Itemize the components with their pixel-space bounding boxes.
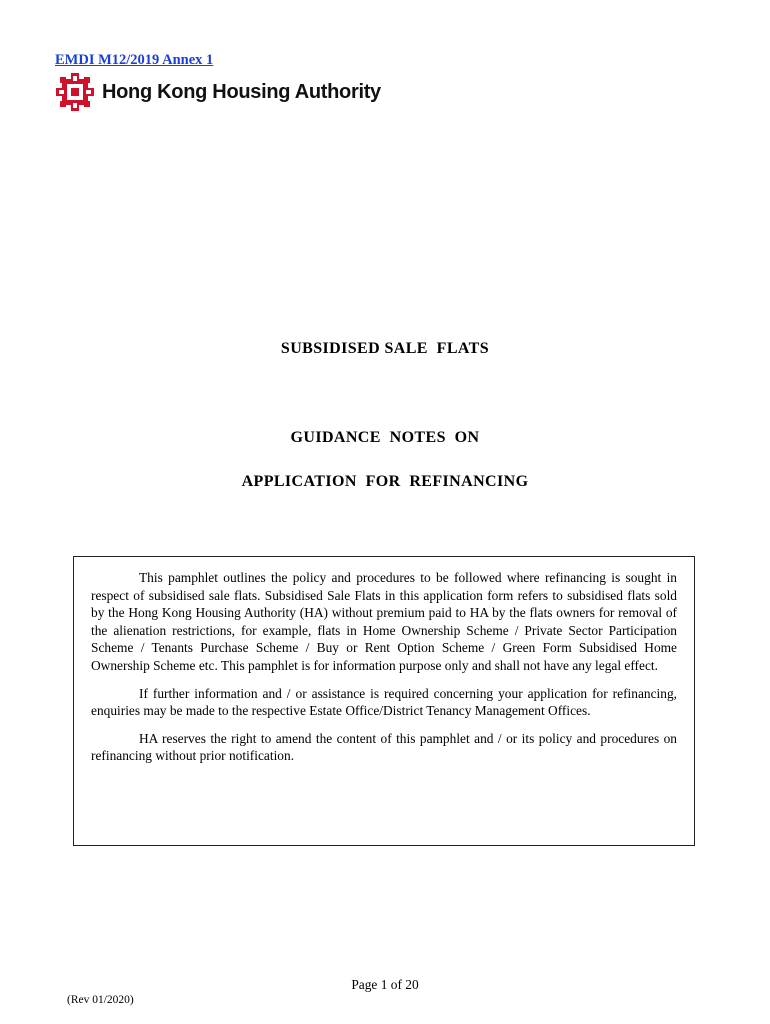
main-title: SUBSIDISED SALE FLATS xyxy=(280,340,490,357)
subtitle-guidance-notes: GUIDANCE NOTES ON xyxy=(290,429,480,446)
notice-box xyxy=(73,556,695,846)
subtitle-application-refinancing: APPLICATION FOR REFINANCING xyxy=(241,473,529,490)
hong-kong-housing-authority-logo-icon xyxy=(56,73,94,111)
revision-label: (Rev 01/2020) xyxy=(67,994,134,1006)
notice-paragraph: This pamphlet outlines the policy and procedures to be followed where refinancing is sought in respect of subsidised sale flats. Subsidised Sale Flats in this application form refers to subsidised flats sold by the Hong Kong Housing Authority (HA) without premium paid to HA by the flats owners for removal of the alienation restrictions, for example, flats in Home Ownership Scheme / Private Sector Participation Scheme / Tenants Purchase Scheme / Buy or Rent Option Scheme / Green Form Subsidised Home Ownership Scheme etc. This pamphlet is for information purpose only and shall not have any legal effect. xyxy=(91,570,677,673)
housing-authority-logo xyxy=(56,73,381,111)
page-number: Page 1 of 20 xyxy=(351,977,419,992)
document-reference-link[interactable]: EMDI M12/2019 Annex 1 xyxy=(55,52,214,68)
logo-text: Hong Kong Housing Authority xyxy=(102,80,381,103)
notice-paragraph: HA reserves the right to amend the content of this pamphlet and / or its policy and procedures on refinancing without prior notification. xyxy=(91,730,677,764)
notice-paragraph: If further information and / or assistance is required concerning your application for refinancing, enquiries may be made to the respective Estate Office/District Tenancy Management Offices. xyxy=(91,685,677,719)
